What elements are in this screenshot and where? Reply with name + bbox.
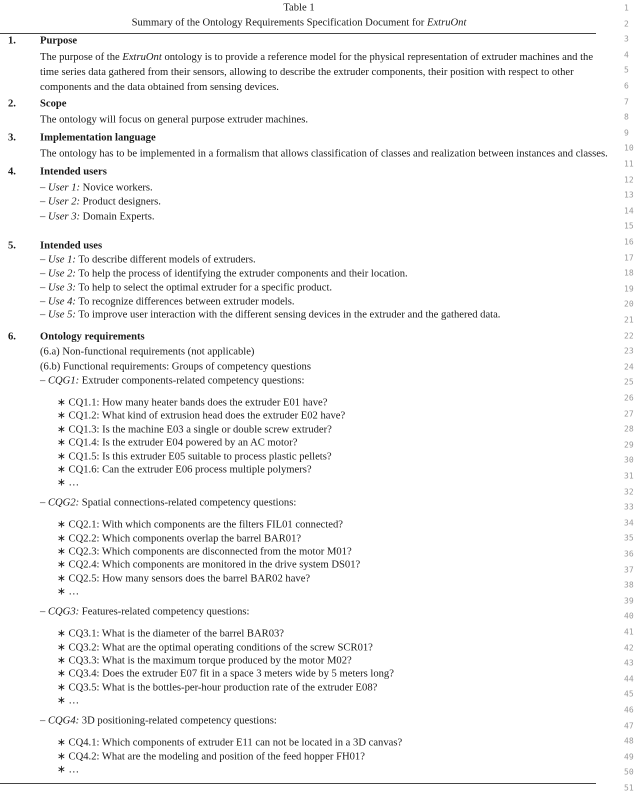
line-number: 48 — [624, 736, 634, 746]
section-title — [40, 166, 107, 179]
line-number: 34 — [624, 518, 634, 528]
dash-bullet: – — [40, 497, 46, 509]
line-number: 43 — [624, 658, 634, 668]
use-item — [40, 309, 500, 322]
line-number: 12 — [624, 175, 634, 185]
dash-bullet: – — [40, 375, 46, 387]
nonfunctional-requirements — [40, 346, 254, 359]
line-number: 19 — [624, 284, 634, 294]
dash-bullet: – — [40, 296, 46, 308]
star-bullet: ∗ — [57, 682, 66, 694]
line-number: 30 — [624, 455, 634, 465]
line-number: 51 — [624, 783, 634, 793]
user-item — [40, 182, 153, 195]
line-number: 5 — [624, 65, 629, 75]
line-number: 40 — [624, 611, 634, 621]
question-text: CQ1.2: What kind of extrusion head does the extruder E02 have? — [68, 410, 346, 422]
line-number: 3 — [624, 34, 629, 44]
section-number-text: 5. — [8, 240, 16, 252]
line-number: 27 — [624, 409, 634, 419]
group-label: CQG4: — [47, 715, 80, 727]
section-title-text: Intended users — [40, 166, 107, 178]
section-number-text: 6. — [8, 331, 16, 343]
star-bullet: ∗ — [57, 764, 66, 776]
competency-question — [57, 396, 327, 409]
competency-question — [57, 450, 332, 463]
top-rule — [0, 33, 596, 34]
user-label: User 1: — [47, 182, 81, 194]
scope-text: The ontology will focus on general purpose extruder machines. — [40, 114, 309, 126]
star-bullet: ∗ — [57, 586, 66, 598]
user-item — [40, 196, 161, 209]
competency-question — [57, 628, 284, 641]
line-number: 35 — [624, 533, 634, 543]
star-bullet: ∗ — [57, 410, 66, 422]
line-number: 2 — [624, 19, 629, 29]
competency-question — [57, 586, 79, 599]
user-item — [40, 211, 154, 224]
line-number: 44 — [624, 674, 634, 684]
question-text: CQ1.1: How many heater bands does the extruder E01 have? — [68, 397, 328, 409]
star-bullet: ∗ — [57, 642, 66, 654]
line-number: 11 — [624, 159, 634, 169]
ontology-name: ExtruOnt — [122, 52, 162, 63]
star-bullet: ∗ — [57, 437, 66, 449]
use-label: Use 5: — [47, 309, 76, 321]
line-number: 37 — [624, 565, 634, 575]
line-number: 39 — [624, 596, 634, 606]
question-text: CQ2.4: Which components are monitored in the drive system DS01? — [68, 559, 361, 571]
line-number: 14 — [624, 206, 634, 216]
section-number-text: 2. — [8, 98, 16, 110]
competency-question — [57, 641, 373, 654]
question-text: CQ3.1: What is the diameter of the barrel BAR03? — [68, 628, 284, 640]
group-text: Features-related competency questions: — [79, 606, 250, 618]
star-bullet: ∗ — [57, 737, 66, 749]
line-number: 10 — [624, 143, 634, 153]
question-text: … — [68, 477, 80, 489]
star-bullet: ∗ — [57, 397, 66, 409]
competency-question — [57, 437, 297, 450]
competency-question — [57, 764, 79, 777]
question-text: CQ2.3: Which components are disconnected from the motor M01? — [68, 546, 352, 558]
section-number — [8, 240, 16, 253]
line-number: 38 — [624, 580, 634, 590]
section-number — [8, 166, 16, 179]
group-label: CQG3: — [47, 606, 80, 618]
paragraph-text: The purpose of the — [40, 52, 123, 63]
line-number: 45 — [624, 689, 634, 699]
star-bullet: ∗ — [57, 695, 66, 707]
section-number — [8, 35, 16, 48]
dash-bullet: – — [40, 268, 46, 280]
user-label: User 3: — [47, 211, 81, 223]
question-text: CQ2.1: With which components are the filters FIL01 connected? — [68, 519, 343, 531]
star-bullet: ∗ — [57, 655, 66, 667]
group-text: Extruder components-related competency questions: — [79, 375, 305, 387]
line-number: 4 — [624, 50, 629, 60]
star-bullet: ∗ — [57, 573, 66, 585]
section-number — [8, 132, 16, 145]
section-number — [8, 98, 16, 111]
star-bullet: ∗ — [57, 424, 66, 436]
dash-bullet: – — [40, 254, 46, 266]
line-number: 9 — [624, 128, 629, 138]
section-title-text: Ontology requirements — [40, 331, 145, 343]
use-label: Use 4: — [47, 296, 76, 308]
section-number-text: 4. — [8, 166, 16, 178]
paragraph-text: ontology is to provide a reference model for the physical representation of extruder machines and the time series data gathered from their sensors, allowing to describe the extruder components, their position with respect to other components and the data obtained from sensing devices. — [40, 52, 594, 93]
line-number: 21 — [624, 315, 634, 325]
line-number: 25 — [624, 377, 634, 387]
dash-bullet: – — [40, 715, 46, 727]
competency-group — [40, 497, 296, 510]
line-number: 17 — [624, 253, 634, 263]
use-text: To help the process of identifying the extruder components and their location. — [75, 268, 408, 280]
question-text: CQ3.5: What is the bottles-per-hour production rate of the extruder E08? — [68, 682, 378, 694]
use-label: Use 3: — [47, 282, 76, 294]
section-title-text: Intended uses — [40, 240, 103, 252]
question-text: CQ2.5: How many sensors does the barrel BAR02 have? — [68, 573, 311, 585]
use-text: To recognize differences between extruder models. — [75, 296, 295, 308]
line-number: 8 — [624, 112, 629, 122]
question-text: CQ3.2: What are the optimal operating conditions of the screw SCR01? — [68, 642, 373, 654]
star-bullet: ∗ — [57, 628, 66, 640]
use-label: Use 1: — [47, 254, 76, 266]
line-number: 23 — [624, 346, 634, 356]
line-number: 24 — [624, 362, 634, 372]
scope-text — [40, 114, 308, 127]
purpose-paragraph — [40, 50, 602, 95]
dash-bullet: – — [40, 211, 46, 223]
star-bullet: ∗ — [57, 559, 66, 571]
user-text: Domain Experts. — [80, 211, 155, 223]
star-bullet: ∗ — [57, 519, 66, 531]
section-number-text: 3. — [8, 132, 16, 144]
question-text: … — [68, 586, 80, 598]
nonfunctional-text: (6.a) Non-functional requirements (not applicable) — [40, 346, 255, 358]
group-label: CQG1: — [47, 375, 80, 387]
question-text: CQ4.2: What are the modeling and position of the feed hopper FH01? — [68, 751, 365, 763]
competency-question — [57, 477, 79, 490]
section-title-text: Scope — [40, 98, 67, 110]
dash-bullet: – — [40, 606, 46, 618]
question-text: … — [68, 764, 80, 776]
line-number: 22 — [624, 331, 634, 341]
competency-question — [57, 695, 79, 708]
competency-question — [57, 572, 310, 585]
star-bullet: ∗ — [57, 464, 66, 476]
use-text: To help to select the optimal extruder for a specific product. — [75, 282, 333, 294]
line-number: 20 — [624, 299, 634, 309]
user-text: Novice workers. — [80, 182, 153, 194]
line-number: 32 — [624, 487, 634, 497]
dash-bullet: – — [40, 282, 46, 294]
question-text: CQ3.3: What is the maximum torque produced by the motor M02? — [68, 655, 352, 667]
dash-bullet: – — [40, 196, 46, 208]
line-number: 16 — [624, 237, 634, 247]
question-text: CQ1.5: Is this extruder E05 suitable to process plastic pellets? — [68, 451, 332, 462]
section-number — [8, 331, 16, 344]
section-title — [40, 132, 156, 145]
caption-name: ExtruOnt — [426, 17, 467, 29]
caption-text: Summary of the Ontology Requirements Specification Document for — [131, 17, 427, 29]
section-title-text: Purpose — [40, 35, 78, 47]
star-bullet: ∗ — [57, 533, 66, 545]
group-text: Spatial connections-related competency questions: — [79, 497, 297, 509]
star-bullet: ∗ — [57, 668, 66, 680]
star-bullet: ∗ — [57, 477, 66, 489]
section-title — [40, 98, 66, 111]
competency-question — [57, 546, 352, 559]
section-number-text: 1. — [8, 35, 16, 47]
use-item — [40, 254, 256, 267]
competency-question — [57, 655, 352, 668]
question-text: CQ3.4: Does the extruder E07 fit in a space 3 meters wide by 5 meters long? — [68, 668, 394, 680]
use-item — [40, 268, 408, 281]
star-bullet: ∗ — [57, 546, 66, 558]
table-caption — [0, 17, 598, 30]
competency-group — [40, 374, 305, 387]
question-text: CQ1.6: Can the extruder E06 process multiple polymers? — [68, 464, 312, 476]
question-text: CQ1.4: Is the extruder E04 powered by an AC motor? — [68, 437, 298, 449]
use-item — [40, 296, 295, 309]
implementation-text: The ontology has to be implemented in a formalism that allows classification of classes and realization between instances and classes. — [40, 148, 608, 160]
line-number: 6 — [624, 81, 629, 91]
functional-text: (6.b) Functional requirements: Groups of competency questions — [40, 361, 311, 373]
line-number: 49 — [624, 752, 634, 762]
use-text: To describe different models of extruders. — [75, 254, 256, 266]
competency-question — [57, 750, 365, 763]
question-text: CQ1.3: Is the machine E03 a single or double screw extruder? — [68, 424, 332, 436]
competency-question — [57, 559, 360, 572]
dash-bullet: – — [40, 182, 46, 194]
competency-question — [57, 410, 345, 423]
bottom-rule — [0, 783, 596, 784]
line-number: 47 — [624, 721, 634, 731]
line-number: 15 — [624, 221, 634, 231]
line-number: 42 — [624, 643, 634, 653]
line-number: 18 — [624, 268, 634, 278]
section-title — [40, 331, 145, 344]
question-text: CQ2.2: Which components overlap the barrel BAR01? — [68, 533, 302, 545]
line-number: 7 — [624, 97, 629, 107]
group-text: 3D positioning-related competency questions: — [79, 715, 277, 727]
line-number: 26 — [624, 393, 634, 403]
line-number: 41 — [624, 627, 634, 637]
competency-question — [57, 519, 343, 532]
competency-question — [57, 737, 402, 750]
line-number: 46 — [624, 705, 634, 715]
competency-question — [57, 681, 377, 694]
group-label: CQG2: — [47, 497, 80, 509]
competency-question — [57, 463, 312, 476]
section-title — [40, 35, 77, 48]
use-label: Use 2: — [47, 268, 76, 280]
functional-requirements — [40, 360, 311, 373]
table-label: Table 1 — [283, 2, 315, 14]
line-number: 33 — [624, 502, 634, 512]
line-number: 36 — [624, 549, 634, 559]
user-label: User 2: — [47, 196, 81, 208]
question-text: CQ4.1: Which components of extruder E11 can not be located in a 3D canvas? — [68, 737, 403, 749]
line-number: 29 — [624, 440, 634, 450]
line-number: 13 — [624, 190, 634, 200]
line-number: 28 — [624, 424, 634, 434]
section-title — [40, 240, 102, 253]
implementation-text — [40, 148, 608, 161]
competency-group — [40, 715, 277, 728]
dash-bullet: – — [40, 309, 46, 321]
question-text: … — [68, 695, 80, 707]
user-text: Product designers. — [80, 196, 161, 208]
star-bullet: ∗ — [57, 751, 66, 763]
competency-question — [57, 532, 301, 545]
line-number: 50 — [624, 767, 634, 777]
use-text: To improve user interaction with the different sensing devices in the extruder and the gathered data. — [75, 309, 501, 321]
star-bullet: ∗ — [57, 451, 66, 462]
section-title-text: Implementation language — [40, 132, 156, 144]
competency-group — [40, 606, 249, 619]
competency-question — [57, 668, 394, 681]
line-number: 31 — [624, 471, 634, 481]
use-item — [40, 282, 332, 295]
competency-question — [57, 423, 332, 436]
line-number: 1 — [624, 3, 629, 13]
